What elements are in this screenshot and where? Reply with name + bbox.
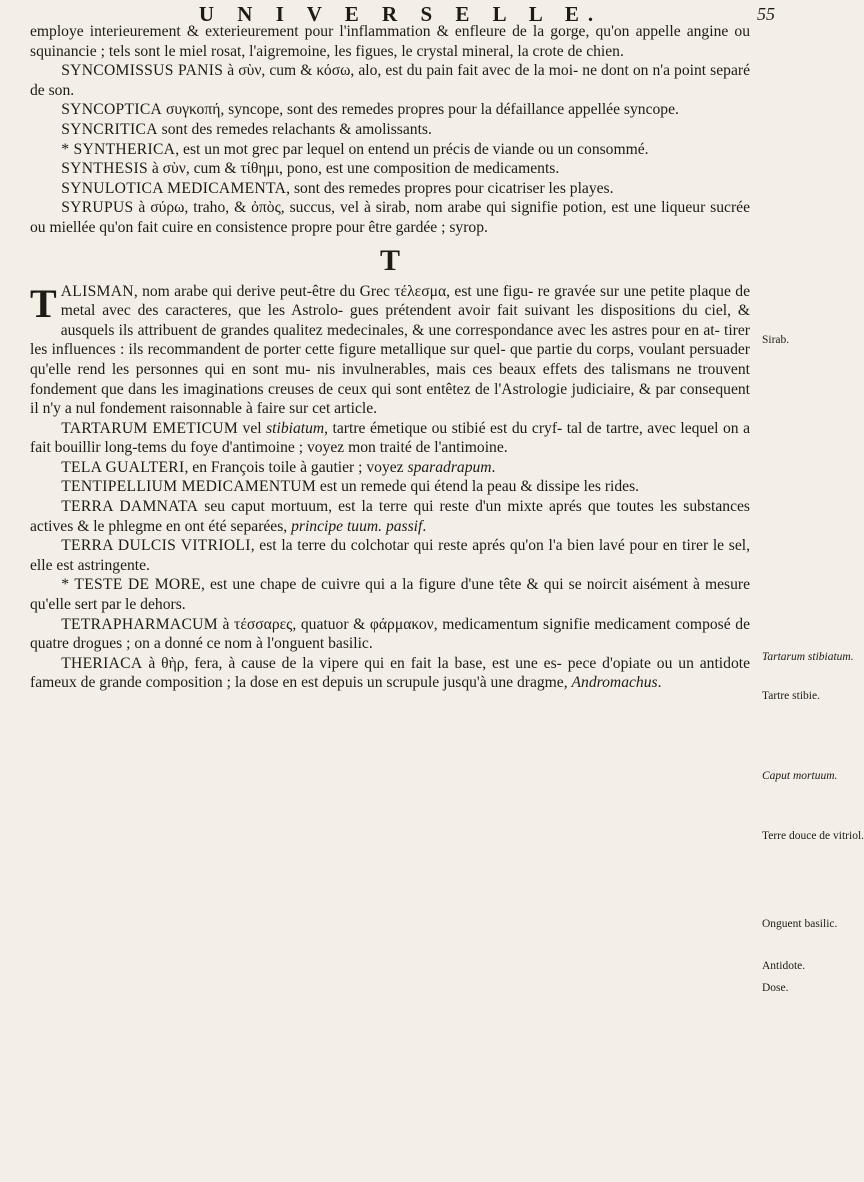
section-letter: T [379,243,400,277]
entry-syntherica: * SYNTHERICA, est un mot grec par lequel on entend un précis de viande ou un consommé. [61,140,649,158]
entry-tetrapharmacum: TETRAPHARMACUM à τέσσαρες, quatuor & φάρμακον, medicamentum signifie medicament composé de quatre drogues ; on a donné ce nom à l'onguent basilic. [30,615,750,653]
entry-tartarum: TARTARUM EMETICUM vel stibiatum, tartre émetique ou stibié est du cryf- tal de tartre, avec lequel on a fait bouillir long-tems du foye d'antimoine ; voyez mon traité de l'antimoine. [30,419,750,457]
margin-note-antidote: Antidote. [762,960,806,972]
entry-terra-dulcis: TERRA DULCIS VITRIOLI, est la terre du colchotar qui reste aprés qu'on l'a bien lavé pour en tirer le sel, elle est astringente. [30,537,751,574]
margin-note-onguent: Onguent basilic. [762,918,838,930]
entry-syncomissus: SYNCOMISSUS PANIS à σὺν, cum & κόσω, alo, est du pain fait avec de la moi- ne dont on n'a point separé de son. [30,62,750,99]
entry-synulotica: SYNULOTICA MEDICAMENTA, sont des remedes propres pour cicatriser les playes. [61,179,614,197]
entry-teste-de-more: * TESTE DE MORE, est une chape de cuivre qui a la figure d'une tête & qui se noircit aisément à mesure qu'elle sert par le dehors. [30,576,750,614]
margin-note-dose: Dose. [762,982,789,994]
page-number: 55 [757,4,775,24]
entry-tentipellium: TENTIPELLIUM MEDICAMENTUM est un remede qui étend la peau & dissipe les rides. [61,478,640,496]
entry-terra-damnata: TERRA DAMNATA seu caput mortuum, est la terre qui reste d'un mixte aprés que toutes les substances actives & le phlegme en ont été separées, principe tuum. passif. [30,498,750,535]
entry-syncoptica: SYNCOPTICA συγκοπή, syncope, sont des remedes propres pour la défaillance appellée syncope. [61,101,679,119]
margin-note-caput: Caput mortuum. [762,770,838,782]
entry-syrupus: SYRUPUS à σύρω, traho, & ὀπὸς, succus, vel à sirab, nom arabe qui signifie potion, est une liqueur sucrée ou miellée qu'on fait cuire en consistence propre pour être gardée ; syrop. [30,199,750,236]
body-text [30,22,750,693]
entry-tela: TELA GUALTERI, en François toile à gautier ; voyez sparadrapum. [61,458,496,476]
margin-note-tartarum: Tartarum stibiatum. [762,651,854,663]
entry-continuation: employe interieurement & exterieurement pour l'inflammation & enfleure de la gorge, qu'on appelle angine ou squinancie ; tels sont le miel rosat, l'aigremoine, les figues, le crystal mineral, la crote de chien. [30,23,750,60]
margin-note-sirab: Sirab. [762,334,790,346]
entry-syncritica: SYNCRITICA sont des remedes relachants & amolissants. [61,120,432,138]
margin-note-terre: Terre douce de vitriol. [762,830,864,842]
entry-synthesis: SYNTHESIS à σὺν, cum & τίθημι, pono, est une composition de medicaments. [61,160,560,178]
entry-talisman: TALISMAN, nom arabe qui derive peut-être du Grec τέλεσμα, est une figu- re gravée sur une petite plaque de metal avec des caracteres, que les Astrolo- gues prétendent avoir fait suivant les dispositions du ciel, & ausquels ils attribuent de grandes qualitez medecinales, & une correspondance avec les astres pour en at- tirer les influences : ils recommandent de porter cette figure metallique sur quel- que partie du corps, voulant persuader qu'elle rend les personnes qui en sont mu- nis invulnerables, mais ces beaux effets des talismans ne trouvent fondement que dans les imaginations creuses de ceux qui sont entêtez de l'Astrologie judiciaire, & par consequent il n'y a nul fondement raisonnable à faire sur cet article. [30,280,750,418]
running-title: U N I V E R S E L L E. [198,2,603,26]
margin-note-tartre: Tartre stibie. [762,690,820,702]
entry-theriaca: THERIACA à θὴρ, fera, à cause de la vipere qui en fait la base, est une es- pece d'opiate ou un antidote fameux de grande composition ; la dose en est depuis un scrupule jusqu'à une dragme, Andromachus. [30,654,750,692]
dropcap: T [30,280,57,326]
